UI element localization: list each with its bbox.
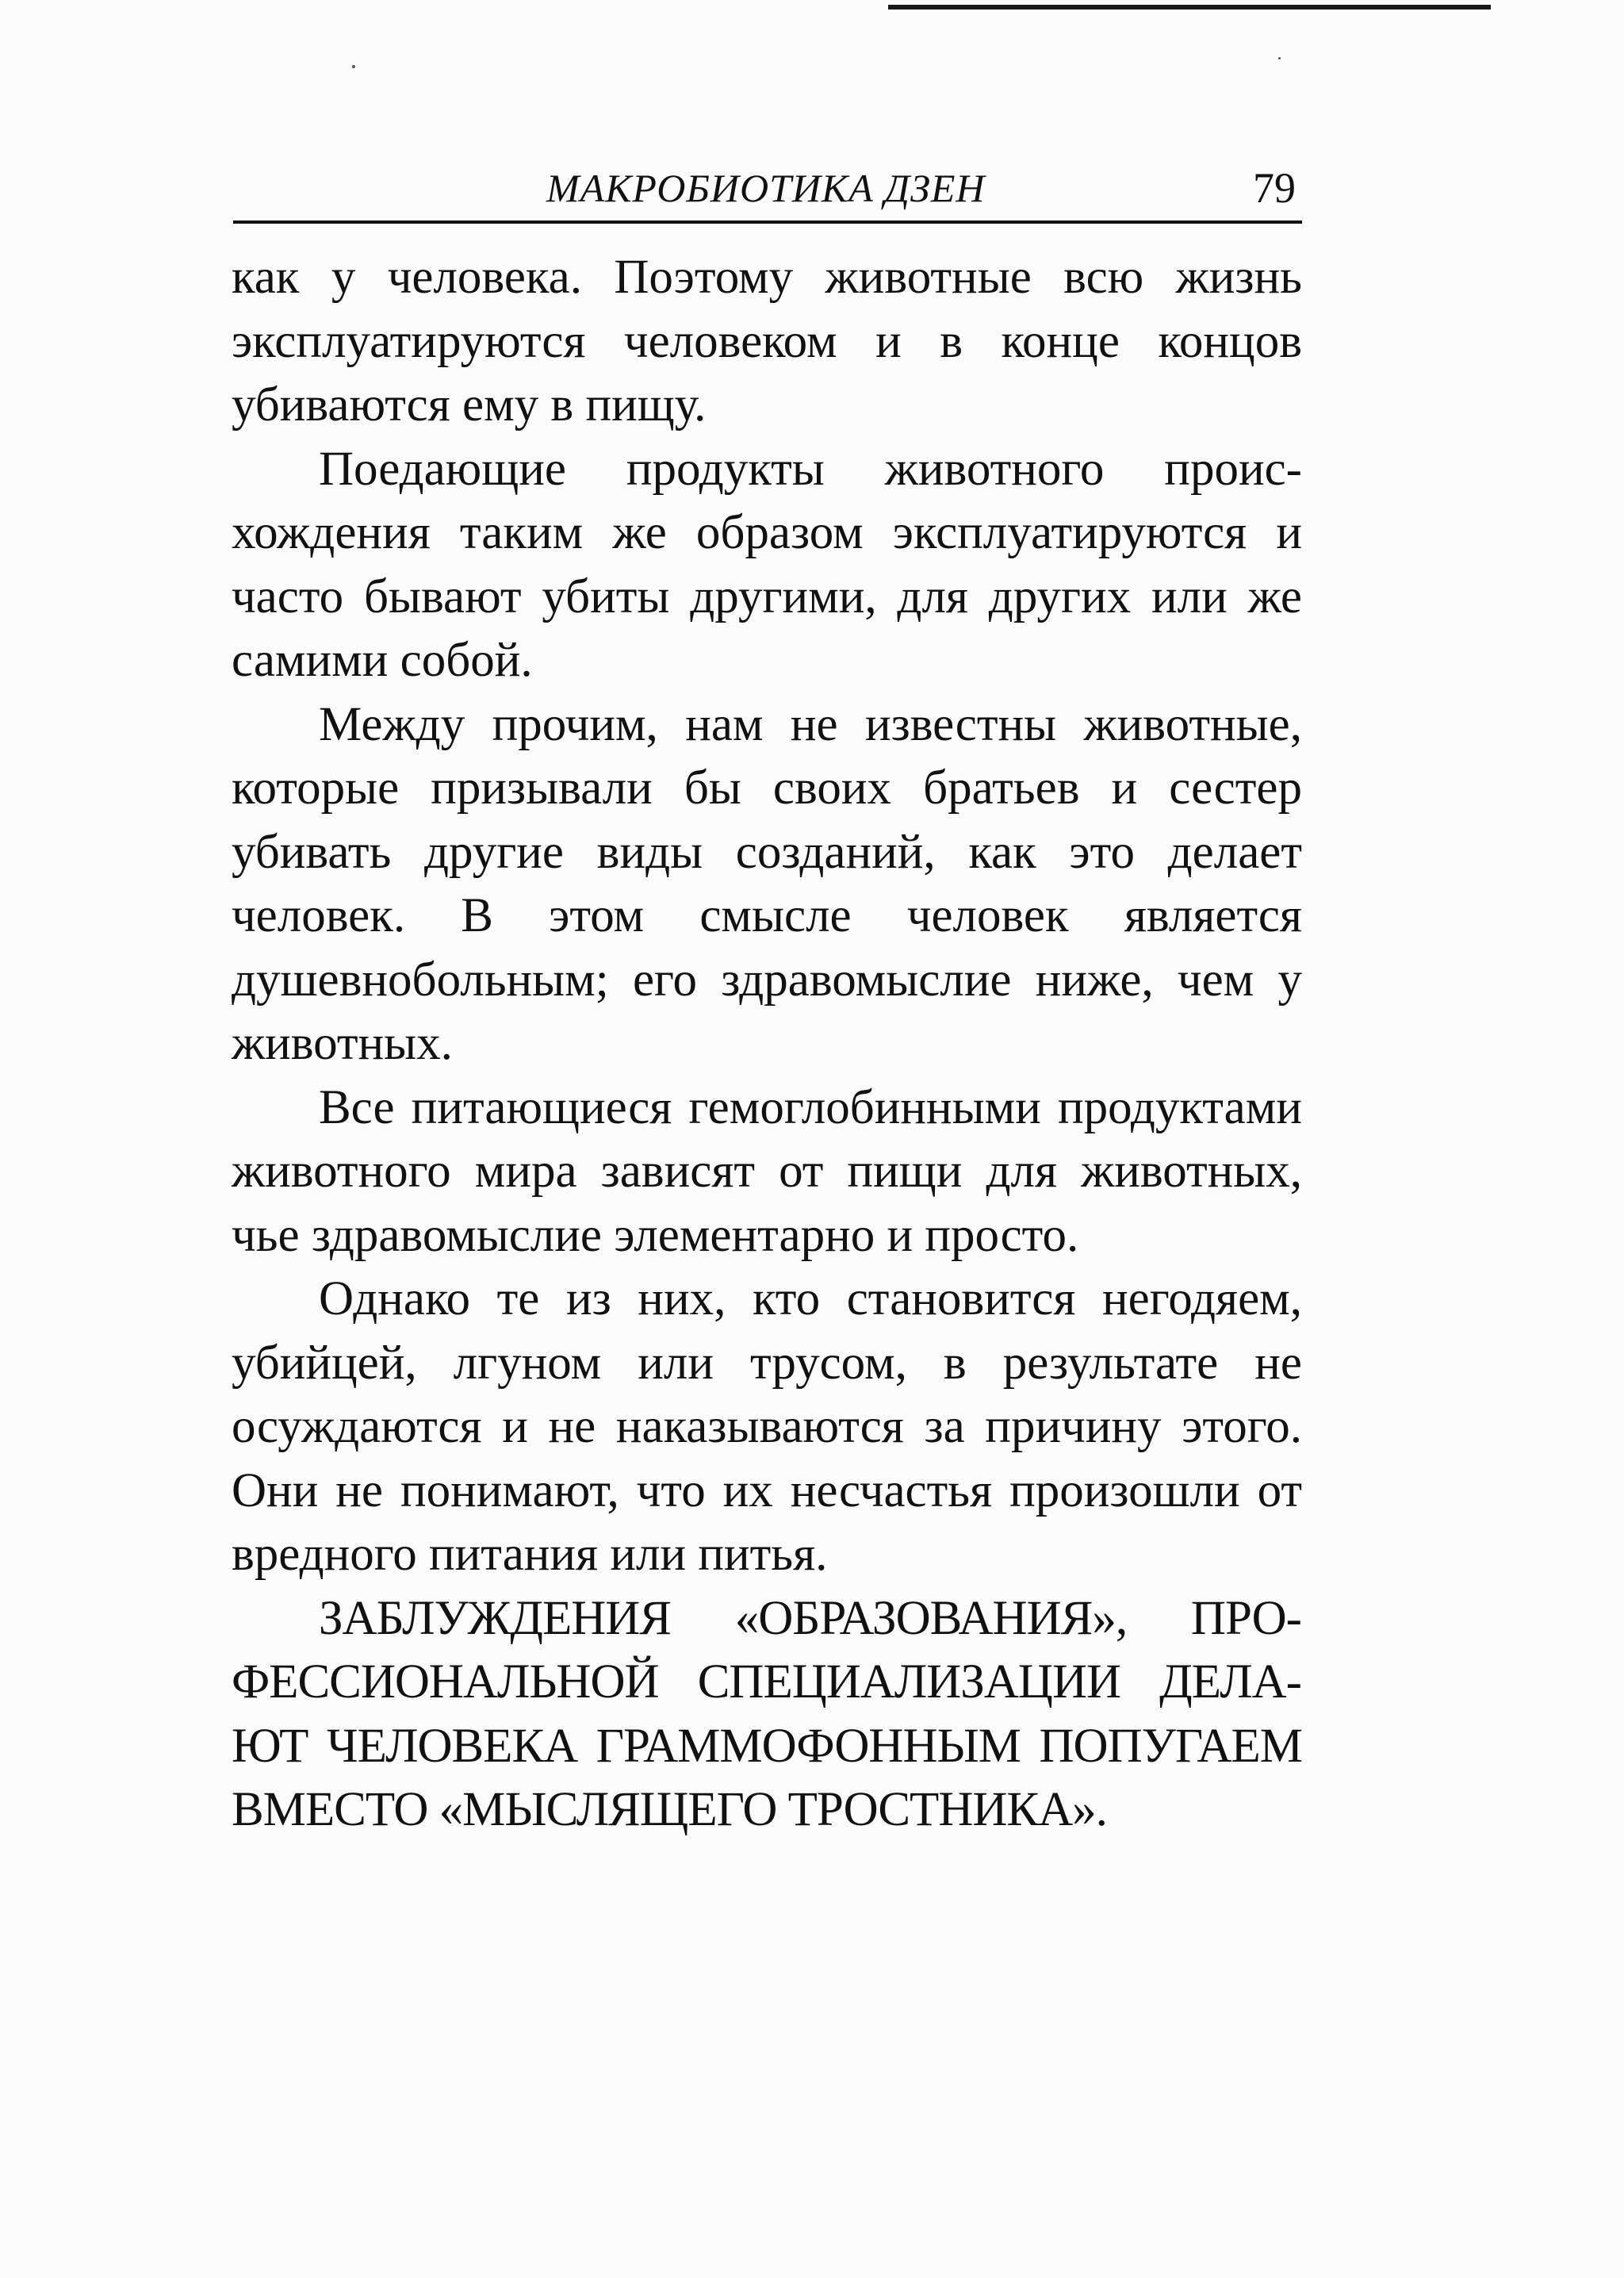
scan-speck [352,65,355,68]
page-header [233,159,1302,224]
scan-speck [1278,57,1281,59]
scan-edge-mark [888,5,1491,10]
paragraph: Однако те из них, кто становится негодяем, убийцей, лгуном или трусом, в результате не осуждаются и не наказываются за причину этого. Они не понимают, что их несчастья произошли от вредного питания или питья. [232,1272,1302,1581]
running-title: МАКРОБИОТИКА ДЗЕН [546,166,986,210]
header-rule [233,221,1302,224]
paragraph-continuation: как у человека. Поэтому животные всю жизнь эксплуатируются человеком и в конце концов убиваются ему в пищу. [232,251,1302,431]
body-text [232,246,1302,1843]
paragraph-caps-heading: ЗАБЛУЖДЕНИЯ «ОБРАЗОВАНИЯ», ПРОФЕССИОНАЛЬНОЙ СПЕЦИАЛИЗАЦИИ ДЕЛАЮТ ЧЕЛОВЕКА ГРАММОФОННЫМ ПОПУГАЕМ ВМЕСТО «МЫСЛЯЩЕГО ТРОСТНИКА». [232,1591,1302,1836]
paragraph: Поедающие продукты животного происхождения таким же образом эксплуатируются и часто бывают убиты другими, для других или же самими собой. [232,442,1302,687]
paragraph: Все питающиеся гемоглобинными продуктами животного мира зависят от пищи для животных, чье здравомыслие элементарно и просто. [232,1080,1302,1262]
page-number: 79 [1253,164,1296,212]
paragraph: Между прочим, нам не известны животные, которые призывали бы своих братьев и сестер убивать другие виды созданий, как это делает человек. В этом смысле человек является душевнобольным; его здравомыслие ниже, чем у животных. [232,697,1302,1070]
